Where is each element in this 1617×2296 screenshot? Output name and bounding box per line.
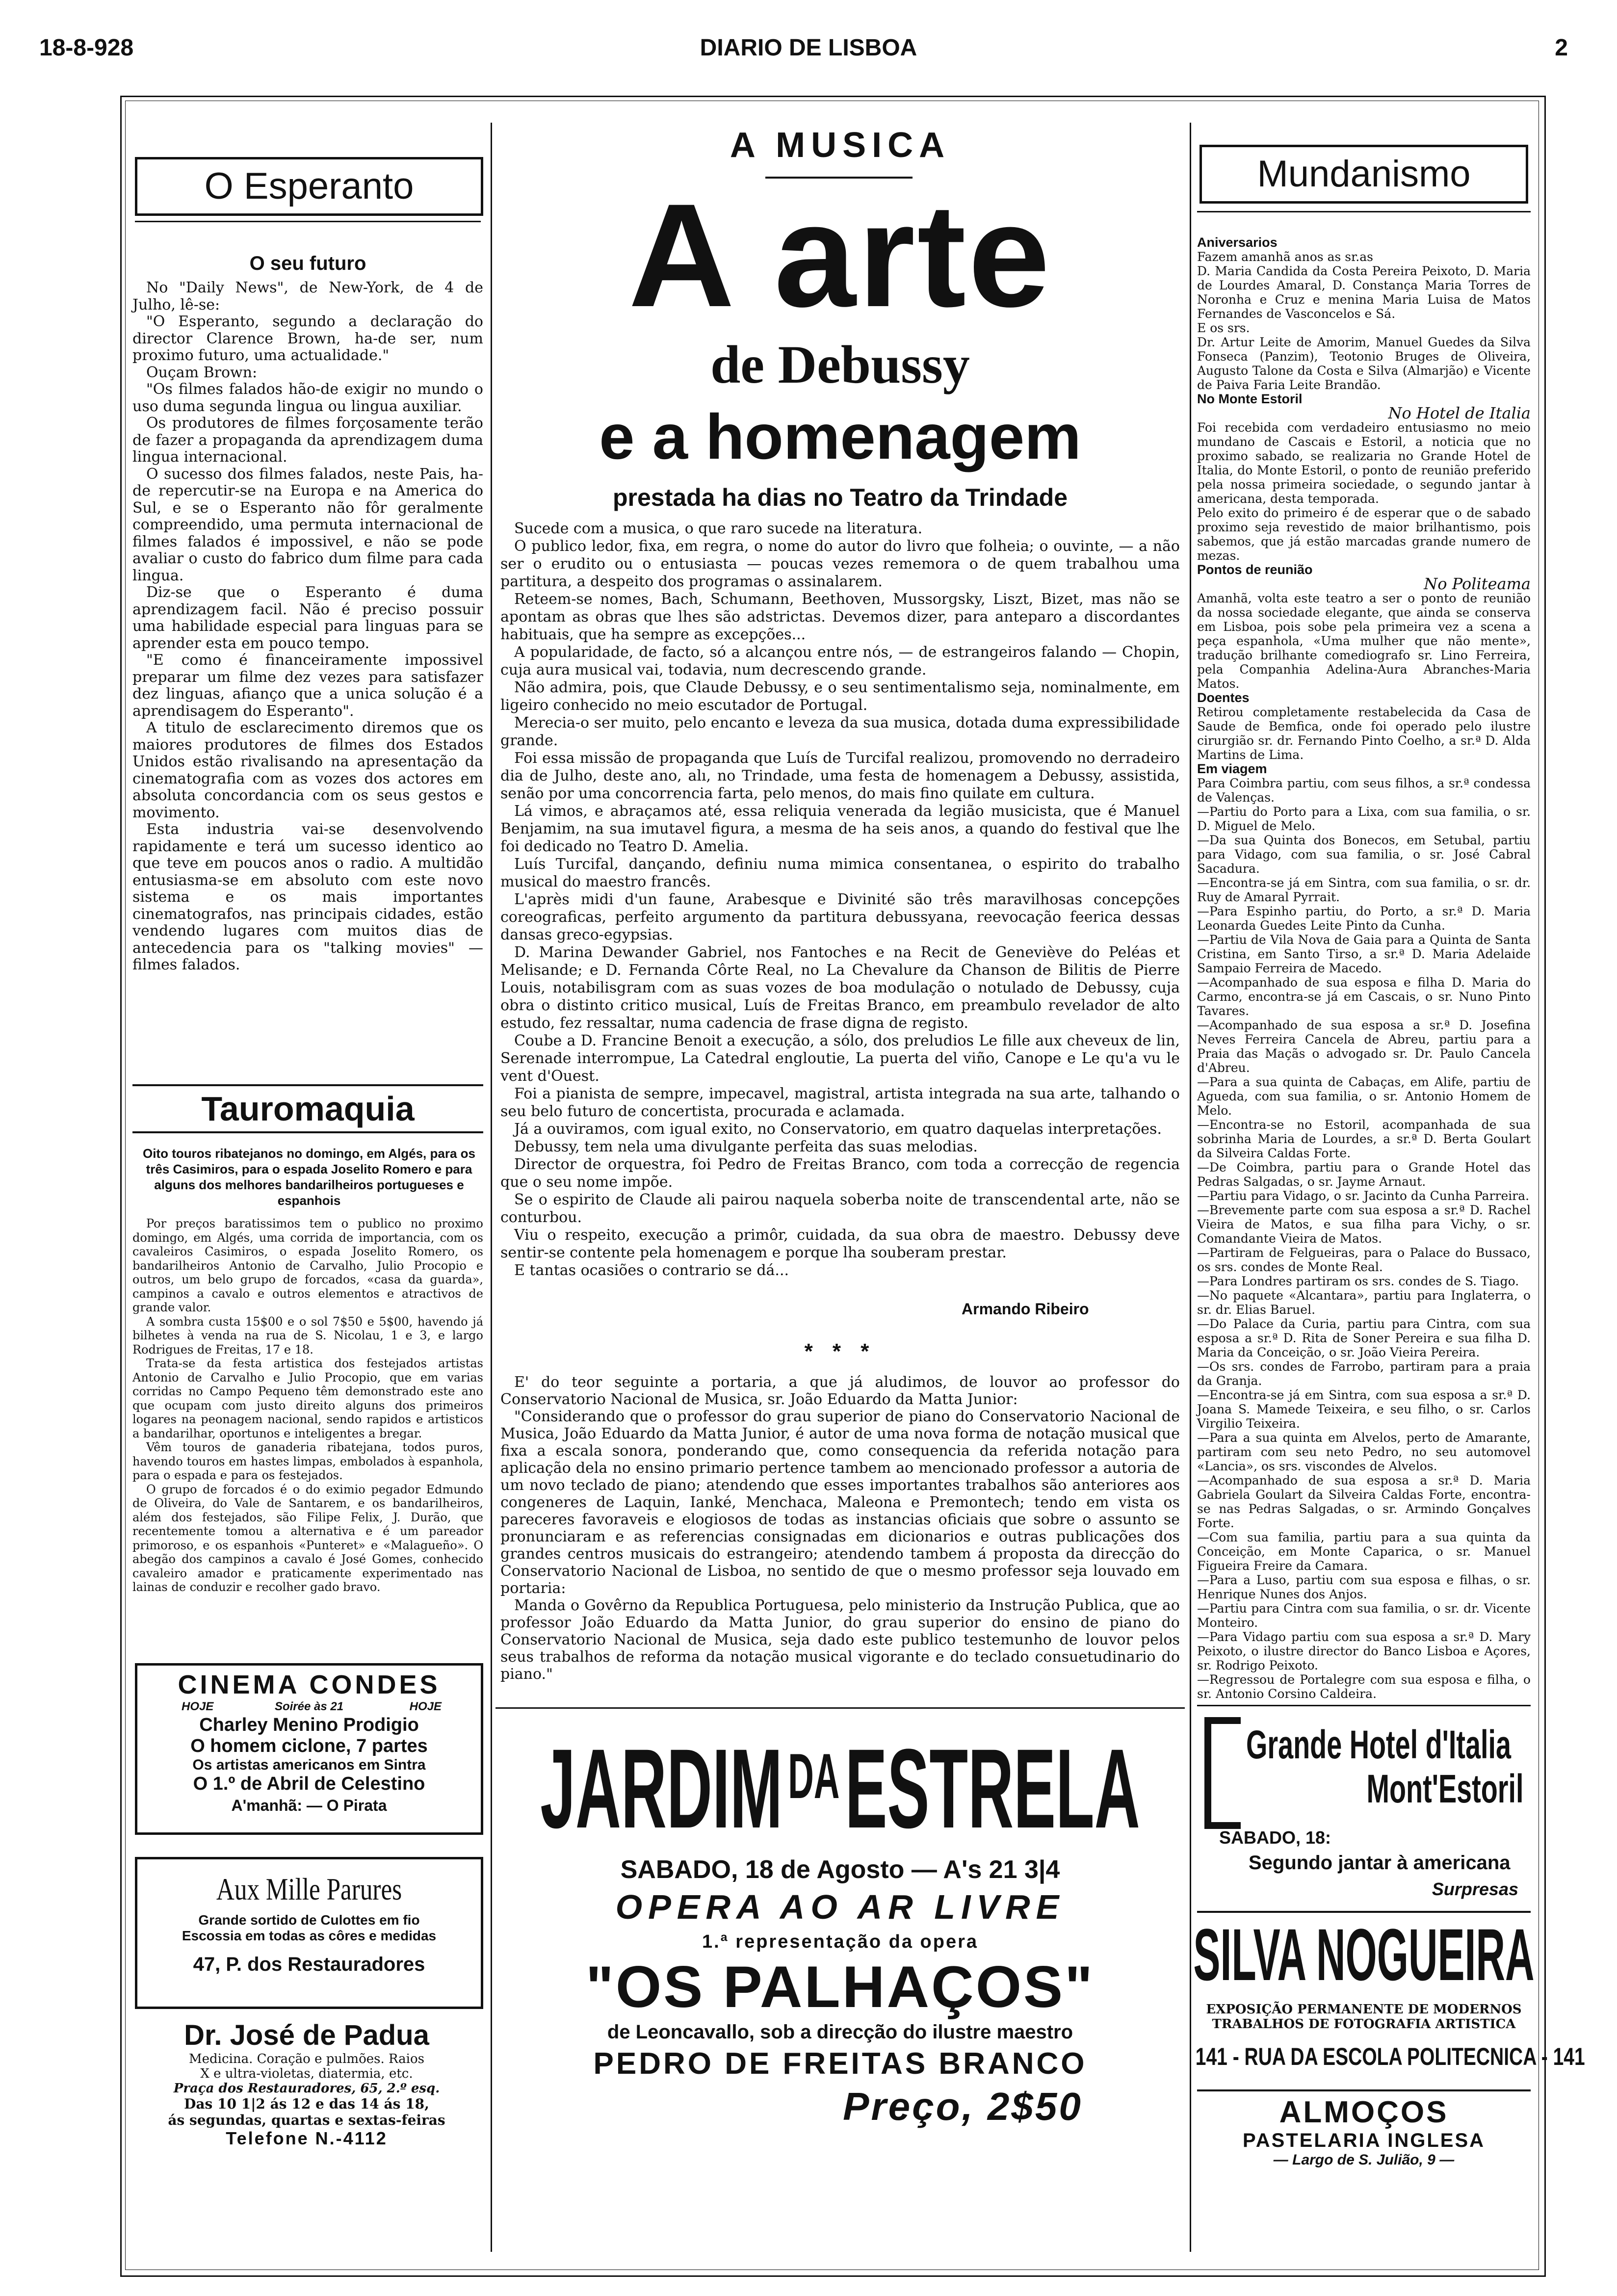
hotel-title: Grande Hotel d'Italia: [1246, 1722, 1511, 1767]
hoje-label: HOJE: [182, 1700, 214, 1713]
film-3: Os artistas americanos em Sintra: [192, 1757, 426, 1773]
esperanto-box-title: O Esperanto: [135, 157, 483, 216]
musica-kicker: A MUSICA: [730, 126, 951, 165]
paragraph: Trata-se da festa artistica dos festejados artistas Antonio de Carvalho e Julio Procopio, que em varias corridas no Campo Pequeno têm demonstrado este ano que ocupam com justo direito alguns dos primeiros logares na peonagem nacional, sendo rapidos e artisticos a bandarilhar, oportunos e inteligentes a bregar.: [132, 1357, 483, 1440]
jardim-estrela-ad: [496, 1715, 1185, 2259]
film-1: Charley Menino Prodigio: [199, 1715, 419, 1735]
paragraph: L'après midi d'un faune, Arabesque e Divinité são três maravilhosas concepções coreograficas, perfeito argumento da partitura debussyana, reevocação feerica dessas dansas greco-egypsias.: [500, 891, 1180, 943]
paragraph: O grupo de forcados é o do eximio pegador Edmundo de Oliveira, do Vale de Santarem, e os bandarilheiros, além dos festejados, são Filipe Felix, J. Durão, que recentemente tomou a alternativa e é um pareador primoroso, e os espanhois «Punteret» e «Malagueño». O abegão dos campinos a cavalo é José Gomes, conhecido cavaleiro amador e praticamente experimentado nas lainas de conduzir e recolher gado bravo.: [132, 1482, 483, 1594]
hotel-italia-ad: [1200, 1717, 1528, 1904]
paragraph: Manda o Govêrno da Republica Portuguesa, pelo ministerio da Instrução Publica, que ao professor João Eduardo da Matta Junior, do grau superior do ensino de piano do Conservatorio Nacional de Musica, seja dado este publico testemunho de louvor pelos seus trabalhos de reforma da notação musical vigorante e do teclado consuetudinario do piano.": [500, 1597, 1180, 1683]
block-heading: Pontos de reunião: [1197, 562, 1313, 577]
almocos-line-2: — Largo de S. Julião, 9 —: [1273, 2152, 1455, 2168]
cinema-title: CINEMA CONDES: [178, 1670, 441, 1699]
paragraph: E tantas ocasiões o contrario se dá...: [514, 1262, 789, 1279]
hoje-label: HOJE: [409, 1700, 442, 1713]
tauromaquia-title: Tauromaquia: [132, 1084, 483, 1133]
paragraph: Lá vimos, e abraçamos até, essa reliquia venerada da legião musicista, que é Manuel Benjamim, na sua imutavel figura, a mesma de ha seis anos, a quando do festival que lhe foi dedicado no Teatro D. Amelia.: [500, 803, 1180, 855]
divider: [1197, 211, 1531, 212]
esperanto-subtitle: O seu futuro: [249, 253, 366, 274]
hotel-surprise: Surpresas: [1432, 1879, 1518, 1899]
divider: [496, 1707, 1185, 1709]
jardim-da: DA: [788, 1740, 840, 1812]
mundanismo-box-title: Mundanismo: [1200, 145, 1528, 204]
tauromaquia-article: [132, 1217, 483, 1658]
block-heading: No Monte Estoril: [1197, 391, 1303, 406]
column-rule-left: [491, 123, 492, 2252]
shop-line-2: Escossia em todas as côres e medidas: [182, 1928, 437, 1943]
byline: Armando Ribeiro: [962, 1300, 1089, 1318]
paragraph: A popularidade, de facto, só a alcançou entre nós, — de estrangeiros falando — Chopin, cuja aura musical vai, todavia, num decrescendo grande.: [500, 644, 1180, 678]
padua-line-1: Medicina. Coração e pulmões. Raios: [189, 2052, 424, 2066]
tomorrow-film: A'manhã: — O Pirata: [231, 1797, 387, 1814]
block-text: Fazem amanhã anos as sr.as D. Maria Candida da Costa Pereira Peixoto, D. Maria de Lourdes Amaral, D. Constança Maria Torres de Noronha e Cruz e menina Maria Luisa de Matos Fernandes de Vasconcelos e Sá. E os srs. Dr. Artur Leite de Amorim, Manuel Guedes da Silva Fonseca (Panzim), Teotonio Bruges de Oliveira, Augusto Talone da Costa e Silva (Almarjão) e Vicente de Paiva Faria Leite Brandão.: [1197, 250, 1531, 392]
almocos-title: ALMOÇOS: [1279, 2095, 1449, 2129]
headline-mid: de Debussy: [710, 335, 970, 394]
silva-line-2: TRABALHOS DE FOTOGRAFIA ARTISTICA: [1212, 2017, 1516, 2032]
film-4: O 1.º de Abril de Celestino: [193, 1774, 425, 1794]
paragraph: Por preços baratissimos tem o publico no proximo domingo, em Algés, uma corrida de importancia, com os cavaleiros Casimiros, o espada Joselito Romero, os bandarilheiros Antonio de Carvalho, Julio Procopio e outros, um belo grupo de forcados, «casa da guarda», campinos a cavalo e outros elementos e atractivos de grande valor.: [132, 1217, 483, 1314]
paragraph: Se o espirito de Claude ali pairou naquela soberba noite de transcendental arte, não se conturbou.: [500, 1191, 1180, 1226]
almocos-ad: [1197, 2095, 1531, 2168]
page-header: [29, 34, 1588, 64]
paragraph: Foi essa missão de propaganda que Luís de Turcifal realizou, promovendo no derradeiro dia de Julho, deste ano, alı, no Trindade, uma festa de homenagem a Debussy, assistida, senão por uma concorrencia farta, pelo menos, do mais fino quilate em cultura.: [500, 750, 1180, 802]
paragraph: Merecia-o ser muito, pelo encanto e leveza da sua musica, dotada duma expressibilidade grande.: [500, 714, 1180, 749]
silva-name: SILVA NOGUEIRA: [1193, 1913, 1535, 1996]
section-stars: * * *: [804, 1339, 876, 1363]
portaria-article: [500, 1374, 1180, 1697]
paragraph: Viu o respeito, execução a primôr, cuidada, da sua obra de maestro. Debussy deve sentir-se contente pela homenagem e porque lha souberam prestar.: [500, 1226, 1180, 1261]
paragraph: Sucede com a musica, o que raro sucede na literatura.: [514, 520, 923, 537]
padua-line-4: Das 10 1|2 ás 12 e das 14 ás 18,: [184, 2096, 429, 2112]
silva-line-1: EXPOSIÇÃO PERMANENTE DE MODERNOS: [1206, 2002, 1522, 2017]
jardim-title: [537, 1715, 1143, 1850]
paragraph: Esta industria vai-se desenvolvendo rapidamente e terá um sucesso identico ao que teve em poucos anos o radio. A multidão entusiasma-se em absoluto com este novo sistema e os mais importantes cinematografos, nas principais cidades, estão vendendo lugares com muitos dias de antecedencia para os "talking movies" — filmes falados.: [132, 821, 483, 973]
block-heading: Doentes: [1197, 690, 1250, 705]
divider: [1197, 1705, 1531, 1706]
block-location: No Politeama: [1424, 574, 1531, 593]
headline-second: e a homenagem: [599, 401, 1081, 472]
padua-phone: Telefone N.-4112: [226, 2128, 388, 2148]
paragraph: Director de orquestra, foi Pedro de Freitas Branco, com toda a correcção de regencia que o seu nome impõe.: [500, 1156, 1180, 1191]
paragraph: Foi a pianista de sempre, impecavel, magistral, artista integrada na sua arte, talhando o seu belo futuro de concertista, procurada e aclamada.: [500, 1085, 1180, 1120]
issue-date: 18-8-928: [39, 35, 134, 61]
paragraph: Diz-se que o Esperanto é duma aprendizagem facil. Não é preciso possuir uma habilidade especial para linguas para se aprender esta em pouco tempo.: [132, 584, 483, 652]
hotel-ornament: [1204, 1717, 1241, 1829]
tauromaquia-headline: Oito touros ribatejanos no domingo, em Algés, para os três Casimiros, para o espada Joselito Romero e para alguns dos melhores bandarilheiros portugueses e espanhois: [142, 1146, 475, 1208]
paragraph: "Os filmes falados hão-de exigir no mundo o uso duma segunda lingua ou lingua auxiliar.: [132, 381, 483, 415]
paragraph: E' do teor seguinte a portaria, a que já aludimos, de louvor ao professor do Conservatorio Nacional de Musica, sr. João Eduardo da Matta Junior:: [500, 1374, 1180, 1408]
paragraph: O publico ledor, fixa, em regra, o nome do autor do livro que folheia; o ouvinte, — a não ser o erudito ou o entusiasta — poucas vezes rememora o de quem trabalhou uma partitura, a despeito dos programas o assinalarem.: [500, 538, 1180, 590]
page-number: 2: [1555, 35, 1568, 61]
hotel-date: SABADO, 18:: [1219, 1827, 1331, 1848]
shop-address: 47, P. dos Restauradores: [193, 1954, 425, 1975]
paragraph: Não admira, pois, que Claude Debussy, e o seu sentimentalismo seja, nominalmente, em ligeiro conhecido no meio escutador de Portugal.: [500, 679, 1180, 714]
jardim-rep: 1.ª representação da opera: [702, 1931, 979, 1952]
newspaper-title: DIARIO DE LISBOA: [700, 35, 917, 61]
paragraph: Os produtores de filmes forçosamente terão de fazer a propaganda da aprendizagem duma lingua internacional.: [132, 415, 483, 466]
block-heading: Em viagem: [1197, 761, 1267, 776]
jardim-work: "OS PALHAÇOS": [586, 1954, 1095, 2020]
paragraph: A titulo de esclarecimento diremos que os maiores produtores de filmes dos Estados Unidos estão rivalisando na apresentação da cinematografia com as vozes dos actores em absoluta concordancia com os seus gestos e movimento.: [132, 719, 483, 821]
paragraph: Coube a D. Francine Benoit a execução, a sólo, dos preludios Le fille aux cheveux de lin, Serenade interrompue, La Catedral engloutie, La puerta del viño, Canope e Le qu'a vu le vent d'Ouest.: [500, 1032, 1180, 1085]
mundanismo-article: [1197, 235, 1531, 1701]
paragraph: "Considerando que o professor do grau superior de piano do Conservatorio Nacional de Musica, João Eduardo da Matta Junior, é autor de uma nova forma de notação musical que fixa a escala sonora, ponderando que, como consequencia da referida notação para aplicação dela no ensino primario pertence tambem ao mencionado professor a autoria de um novo teclado de piano; atendendo que esses importantes trabalhos são anteriores aos congeneres de Laquin, Ianké, Menchaca, Maleona e Premontech; tendo em vista os pareceres favoraveis e elogiosos de todas as instancias oficiais que sobre o assunto se pronunciaram e as referencias consignadas em dicionarios e outras publicações dos grandes centros musicais do estrangeiro; atendendo tambem á proposta da direcção do Conservatorio Nacional de Lisboa, no sentido de que o mesmo professor seja louvado em portaria:: [500, 1408, 1180, 1597]
jardim-price: Preço, 2$50: [843, 2085, 1083, 2128]
paragraph: "O Esperanto, segundo a declaração do director Clarence Brown, ha-de ser, num proximo futuro, uma actualidade.": [132, 313, 483, 364]
almocos-line-1: PASTELARIA INGLESA: [1242, 2130, 1486, 2151]
film-2: O homem ciclone, 7 partes: [190, 1736, 428, 1756]
paragraph: O sucesso dos filmes falados, neste Pais, ha-de repercutir-se na Europa e na America do Sul, e se o Esperanto não fôr geralmente compreendido, uma permuta internacional de filmes falados é impossivel, e não se pode avaliar o custo do fabrico dum filme para cada lingua.: [132, 465, 483, 584]
paragraph: "E como é financeiramente impossivel preparar um filme dez vezes para satisfazer dez linguas, afianço que a unica solução é a aprendisagem do Esperanto".: [132, 652, 483, 720]
jardim-word: JARDIM: [540, 1725, 783, 1852]
divider: [135, 221, 481, 222]
paragraph: Luís Turcifal, dançando, definiu numa mimica consentanea, o espirito do trabalho musical do maestro francês.: [500, 856, 1180, 890]
silva-nogueira-ad: [1193, 1911, 1585, 2091]
hotel-event: Segundo jantar à americana: [1249, 1852, 1511, 1874]
shop-line-1: Grande sortido de Culottes em fio: [198, 1912, 420, 1928]
paragraph: Ouçam Brown:: [146, 364, 258, 381]
paragraph: Já a ouviramos, com igual exito, no Conservatorio, em quatro daquelas interpretações.: [514, 1121, 1162, 1138]
cinema-condes-ad: [135, 1663, 483, 1835]
shop-name: Aux Mille Parures: [216, 1872, 402, 1906]
block-text: Amanhã, volta este teatro a ser o ponto de reunião da nossa sociedade elegante, que ainda se conserva em Lisboa, pois sobe pela primeira vez a scena a peça espanhola, «Uma mulher que não mente», tradução brilhante comediografo sr. Lino Ferreira, pela Companhia Adelina-Aura Abranches-Maria Matos.: [1197, 591, 1531, 691]
estrela-word: ESTRELA: [845, 1725, 1140, 1852]
soiree-label: Soirée às 21: [274, 1700, 344, 1713]
block-text: Foi recebida com verdadeiro entusiasmo no meio mundano de Cascais e Estoril, a noticia que no proximo sabado, se realizaria no Grande Hotel de Italia, do Monte Estoril, o ponto de reunião preferido pela nossa primeira sociedade, o segundo jantar à americana, desta temporada. Pelo exito do primeiro é de esperar que o de sabado proximo seja revestido de maior brilhantismo, pois sabemos, que já estão marcadas grande numero de mezas.: [1197, 420, 1531, 563]
jardim-date: SABADO, 18 de Agosto — A's 21 3|4: [620, 1855, 1060, 1884]
padua-line-2: X e ultra-violetas, diatermia, etc.: [200, 2066, 413, 2081]
paragraph: Vêm touros de ganaderia ribatejana, todos puros, havendo touros em hastes limpas, embolados à espanhola, para o espada e para os festejados.: [132, 1440, 483, 1482]
jardim-composer: de Leoncavallo, sob a direcção do ilustre maestro: [607, 2021, 1073, 2043]
headline-subtitle: prestada ha dias no Teatro da Trindade: [612, 484, 1068, 511]
jardim-opera: OPERA AO AR LIVRE: [615, 1888, 1065, 1926]
paragraph: Debussy, tem nela uma divulgante perfeita das suas melodias.: [514, 1138, 978, 1155]
jardim-conductor: PEDRO DE FREITAS BRANCO: [593, 2047, 1087, 2081]
block-text: Retirou completamente restabelecida da Casa de Saude de Bemfica, onde foi operado pelo ilustre cirurgião sr. dr. Fernando Pinto Coelho, a sr.ª D. Alda Martins de Lima.: [1197, 705, 1531, 762]
headline-main: A arte: [628, 173, 1052, 338]
mille-parures-ad: [135, 1857, 483, 2009]
paragraph: A sombra custa 15$00 e o sol 7$50 e 5$00, havendo já bilhetes à venda na rua de S. Nicolau, 1 e 3, e largo Rodrigues de Freitas, 17 e 18.: [132, 1314, 483, 1357]
padua-ad: [135, 2019, 478, 2149]
padua-line-3: Praça dos Restauradores, 65, 2.º esq.: [173, 2081, 440, 2096]
doctor-name: Dr. José de Padua: [184, 2019, 429, 2051]
paragraph: No "Daily News", de New-York, de 4 de Julho, lê-se:: [132, 279, 483, 313]
padua-line-5: ás segundas, quartas e sextas-feiras: [168, 2112, 445, 2128]
paragraph: D. Marina Dewander Gabriel, nos Fantoches e na Recit de Geneviève do Peléas et Melisande; e D. Fernanda Côrte Real, no La Chevalure da Chanson de Bilitis de Pierre Louis, notabilisgram com as suas vozes de boa modulação o notulado de Debussy, cuja obra o distinto critico musical, Luís de Freitas Branco, em preambulo revelador de alto estudo, fez ressaltar, numa cadencia de frase digna de registo.: [500, 944, 1180, 1032]
block-text: Para Coimbra partiu, com seus filhos, a sr.ª condessa de Valenças. —Partiu do Porto para a Lixa, com sua familia, o sr. D. Miguel de Melo. —Da sua Quinta dos Bonecos, em Setubal, partiu para Vidago, com sua familia, o sr. José Cabral Sacadura. —Encontra-se já em Sintra, com sua familia, o sr. dr. Ruy de Amaral Pyrrait. —Para Espinho partiu, do Porto, a sr.ª D. Maria Leonarda Guedes Leite Pinto da Cunha. —Partiu de Vila Nova de Gaia para a Quinta de Santa Cristina, em Santo Tirso, a sr.ª D. Maria Adelaide Sampaio Ferreira de Macedo. —Acompanhado de sua esposa e filha D. Maria do Carmo, encontra-se já em Cascais, o sr. Nuno Pinto Tavares. —Acompanhado de sua esposa a sr.ª D. Josefina Neves Ferreira Cancela de Abreu, partiu para a Praia das Maçãs o advogado sr. Dr. Paulo Cancela d'Abreu. —Para a sua quinta de Cabaças, em Alife, partiu de Agueda, com sua familia, o sr. Antonio Homem de Melo. —Encontra-se no Estoril, acompanhada de sua sobrinha Maria de Lourdes, a sr.ª D. Berta Goulart da Silveira Caldas Forte. —De Coimbra, partiu para o Grande Hotel das Pedras Salgadas, o sr. Jayme Arnaut. —Partiu para Vidago, o sr. Jacinto da Cunha Parreira. —Brevemente parte com sua esposa a sr.ª D. Rachel Vieira de Matos, e sua filha para Vichy, o sr. Comandante Vieira de Matos. —Partiram de Felgueiras, para o Palace do Bussaco, os srs. condes de Monte Real. —Para Londres partiram os srs. condes de S. Tiago. —No paquete «Alcantara», partiu para Inglaterra, o sr. dr. Elias Baruel. —Do Palace da Curia, partiu para Cintra, com sua esposa a sr.ª D. Rita de Soner Pereira e sua filha D. Maria da Conceição, o sr. João Vieira Pereira. —Os srs. condes de Farrobo, partiram para a praia da Granja. —Encontra-se já em Sintra, com sua esposa a sr.ª D. Joana S. Mamede Teixeira, e seu filho, o sr. Carlos Virgilio Teixeira. —Para a sua quinta em Alvelos, perto de Amarante, partiram com seu neto Pedro, no seu automovel «Lancia», os srs. viscondes de Alvelos. —Acompanhado de sua esposa a sr.ª D. Maria Gabriela Goulart da Silveira Caldas Forte, encontra-se nas Pedras Salgadas, o sr. Armindo Gonçalves Forte. —Com sua familia, partiu para a sua quinta da Conceição, em Monte Caparica, o sr. Manuel Figueira Freire da Camara. —Para a Luso, partiu com sua esposa e filhas, o sr. Henrique Nunes dos Anjos. —Partiu para Cintra com sua familia, o sr. dr. Vicente Monteiro. —Para Vidago partiu com sua esposa a sr.ª D. Mary Peixoto, o ilustre director do Banco Lisboa e Açores, sr. Rodrigo Peixoto. —Regressou de Portalegre com sua esposa e filha, o sr. Antonio Corsino Caldeira.: [1197, 776, 1531, 1701]
silva-address: 141 - RUA DA ESCOLA POLITECNICA - 141: [1195, 2043, 1585, 2070]
esperanto-article: [132, 280, 483, 1123]
block-heading: Aniversarios: [1197, 235, 1278, 250]
block-location: No Hotel de Italia: [1388, 404, 1531, 422]
paragraph: Reteem-se nomes, Bach, Schumann, Beethoven, Mussorgsky, Liszt, Bizet, mas não se apontam as obras que lhes são adstrictas. Devemos dizer, para anteparo a discordantes habituais, que ha sempre as excepções...: [500, 591, 1180, 643]
hotel-location: Mont'Estoril: [1366, 1767, 1523, 1811]
debussy-article: [500, 520, 1180, 1290]
